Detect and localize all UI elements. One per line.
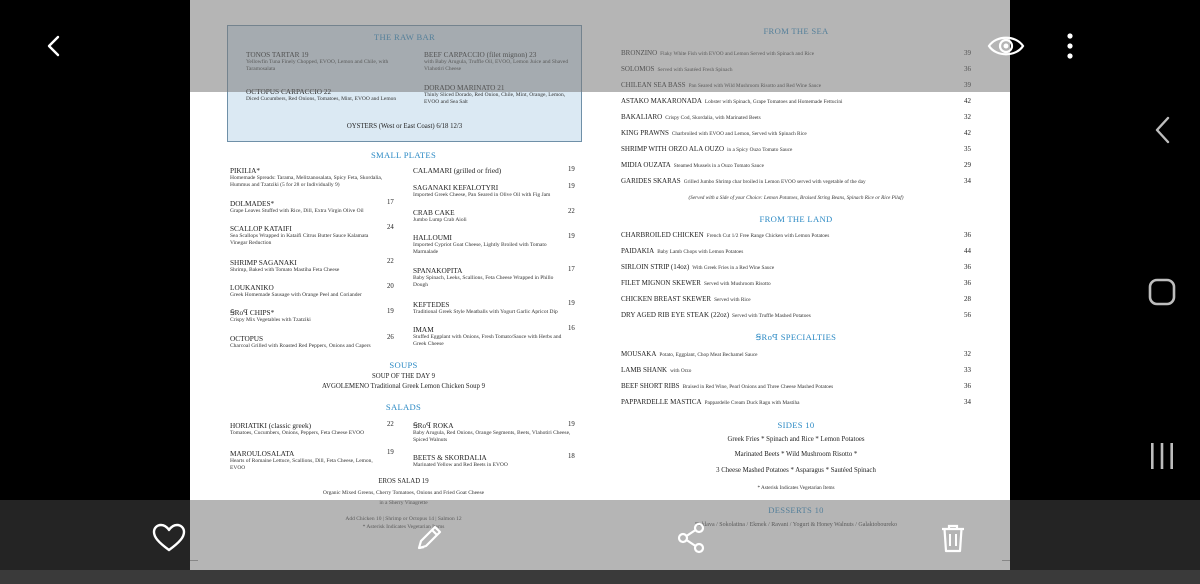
more-vertical-icon	[1066, 33, 1074, 59]
sides-line: Greek Fries * Spinach and Rice * Lemon Potatoes	[727, 436, 865, 443]
nav-back-icon	[1152, 115, 1172, 145]
menu-item-price: 18	[568, 453, 575, 460]
menu-item-price: 19	[568, 166, 575, 173]
sides-line: 3 Cheese Mashed Potatoes * Asparagus * Sautéed Spinach	[716, 467, 876, 474]
favorite-button[interactable]	[148, 518, 190, 558]
soup-line: SOUP OF THE DAY 9	[372, 373, 435, 380]
side-choice-note: (Served with a Side of your Choice: Lemon Potatoes, Braised String Beans, Spinach Rice or Rice Pilaf)	[688, 195, 904, 201]
menu-item-price: 19	[568, 421, 575, 428]
menu-item: PAPPARDELLE MASTICA Pappardelle Cream Duck Ragu with Mastiha 34	[621, 398, 971, 406]
nav-recents-button[interactable]	[1140, 434, 1184, 478]
menu-item: LOUKANIKO Greek Homemade Sausage with Orange Peel and Coriander	[230, 283, 362, 298]
share-icon	[676, 522, 706, 554]
view-button[interactable]	[986, 26, 1026, 66]
oysters-line: OYSTERS (West or East Coast) 6/18 12/3	[346, 123, 463, 130]
menu-item-price: 22	[387, 421, 394, 428]
menu-item: SHRIMP WITH ORZO ALA OUZO in a Spicy Ouzo Tomato Sauce 35	[621, 145, 971, 153]
soups-title: SOUPS	[389, 360, 418, 370]
top-toolbar-overlay	[190, 0, 1010, 92]
menu-item: MOUSAKA Potato, Eggplant, Chop Meat Bechamel Sauce 32	[621, 350, 971, 358]
sides-line: Marinated Beets * Wild Mushroom Risotto *	[734, 451, 858, 458]
menu-item-price: 20	[387, 283, 394, 290]
left-gutter	[0, 0, 190, 584]
menu-item: MAROULOSALATA Hearts of Romaine Lettuce, Scallions, Dill, Feta Cheese, Lemon, EVOO	[230, 449, 373, 471]
menu-item-price: 17	[387, 199, 394, 206]
menu-item: DRY AGED RIB EYE STEAK (22oz) Served with Truffle Mashed Potatoes 56	[621, 311, 971, 319]
menu-item: BAKALIARO Crispy Cod, Skordalia, with Marinated Beets 32	[621, 113, 971, 121]
menu-item: ꞨRoꟼ CHIPS* Crispy Mix Vegetables with Tzatziki	[230, 308, 311, 323]
vegetarian-note: * Asterisk Indicates Vegetarian Items	[757, 485, 835, 491]
share-button[interactable]	[670, 518, 712, 558]
menu-item-price: 26	[387, 334, 394, 341]
menu-item: KING PRAWNS Charbroiled with EVOO and Lemon, Served with Spinach Rice 42	[621, 129, 971, 137]
menu-item: MIDIA OUZATA Steamed Mussels in a Ouzo Tomato Sauce 29	[621, 161, 971, 169]
trash-icon	[939, 522, 967, 554]
menu-item: LAMB SHANK with Orzo 33	[621, 366, 971, 374]
menu-item: CALAMARI (grilled or fried)	[413, 166, 502, 175]
menu-item: BEETS & SKORDALIA Marinated Yellow and Red Beets in EVOO	[413, 453, 508, 468]
menu-item: SCALLOP KATAIFI Sea Scallops Wrapped in Kataifi Citrus Butter Sauce Kalamata Vinegar Reduction	[230, 224, 369, 246]
menu-item: BEEF SHORT RIBS Braised in Red Wine, Pearl Onions and Three Cheese Mashed Potatoes 36	[621, 382, 971, 390]
menu-item: CHICKEN BREAST SKEWER Served with Rice 28	[621, 295, 971, 303]
eros-salad-line: EROS SALAD 19	[378, 478, 429, 485]
menu-item: PAIDAKIA Baby Lamb Chops with Lemon Potatoes 44	[621, 247, 971, 255]
raw-bar-item: Diced Cucumbers, Red Onions, Tomatoes, Mint, EVOO and Lemon	[246, 96, 397, 102]
nav-recents-icon	[1148, 441, 1176, 471]
menu-item-price: 19	[387, 308, 394, 315]
menu-item-price: 17	[568, 266, 575, 273]
menu-item: SIRLOIN STRIP (14oz) With Greek Fries in a Red Wine Sauce 36	[621, 263, 971, 271]
menu-item-price: 24	[387, 224, 394, 231]
menu-item-price: 22	[568, 208, 575, 215]
heart-icon	[152, 523, 186, 553]
menu-item: FILET MIGNON SKEWER Served with Mushroom Risotto 36	[621, 279, 971, 287]
menu-item-price: 16	[568, 325, 575, 332]
menu-item: GARIDES SKARAS Grilled Jumbo Shrimp char broiled in Lemon EVOO served with vegetable of the day 34	[621, 177, 971, 185]
from-the-land-title: FROM THE LAND	[759, 214, 833, 224]
menu-item: CHARBROILED CHICKEN French Cut 1/2 Free Range Chicken with Lemon Potatoes 36	[621, 231, 971, 239]
eros-salad-desc: Organic Mixed Greens, Cherry Tomatoes, Onions and Fried Goat Cheese	[322, 490, 485, 496]
menu-item: ꞨRoꟼ ROKA Baby Arugula, Red Onions, Orange Segments, Beets, Vlahotiri Cheese, Spiced Walnuts	[413, 421, 571, 443]
menu-item: SPANAKOPITA Baby Spinach, Leeks, Scallions, Feta Cheese Wrapped in Phillo Dough	[413, 266, 554, 288]
menu-item-price: 19	[568, 233, 575, 240]
menu-item: SAGANAKI KEFALOTYRI Imported Greek Cheese, Pan Seared in Olive Oil with Fig Jam	[413, 183, 551, 198]
menu-item: DOLMADES* Grape Leaves Stuffed with Rice, Dill, Extra Virgin Olive Oil	[230, 199, 364, 214]
menu-item: OCTOPUS Charcoal Grilled with Roasted Red Peppers, Onions and Capers	[230, 334, 371, 349]
edit-button[interactable]	[408, 518, 450, 558]
nav-home-button[interactable]	[1140, 270, 1184, 314]
nav-home-icon	[1147, 277, 1177, 307]
nav-back-button[interactable]	[1140, 108, 1184, 152]
delete-button[interactable]	[932, 518, 974, 558]
back-arrow-icon	[42, 34, 66, 58]
menu-item-price: 19	[568, 300, 575, 307]
menu-item-price: 22	[387, 258, 394, 265]
menu-item: HORIATIKI (classic greek) Tomatoes, Cucumbers, Onions, Peppers, Feta Cheese EVOO	[230, 421, 365, 436]
raw-bar-item: Thinly Sliced Dorado, Red Onion, Chile, Mint, Orange, Lemon, EVOO and Sea Salt	[424, 92, 566, 105]
sides-title: SIDES 10	[777, 420, 815, 430]
more-options-button[interactable]	[1054, 26, 1086, 66]
back-button[interactable]	[34, 26, 74, 66]
menu-item: PIKILIA* Homemade Spreads: Tarama, Melitzanosalata, Spicy Feta, Skordalia, Hummus and Tzatziki (5 for 28 or Individually 9)	[230, 166, 383, 188]
pencil-icon	[413, 522, 445, 554]
bottom-edge	[0, 570, 1200, 584]
menu-item-price: 19	[387, 449, 394, 456]
specialties-title: ꞨRoꟼ SPECIALTIES	[755, 332, 837, 342]
eye-icon	[987, 33, 1025, 59]
menu-item-price: 19	[568, 183, 575, 190]
menu-item: IMAM Stuffed Eggplant with Onions, Fresh Tomato/Sauce with Herbs and Greek Cheese	[413, 325, 562, 347]
menu-item: ASTAKO MAKARONADA Lobster with Spinach, Grape Tomatoes and Homemade Fettucini 42	[621, 97, 971, 105]
menu-item: HALLOUMI Imported Cypriot Goat Cheese, Lightly Broiled with Tomato Marmalade	[413, 233, 547, 255]
small-plates-title: SMALL PLATES	[370, 150, 437, 160]
salads-title: SALADS	[385, 402, 422, 412]
menu-item: SHRIMP SAGANAKI Shrimp, Baked with Tomato Mastiha Feta Cheese	[230, 258, 340, 273]
menu-item: CRAB CAKE Jumbo Lump Crab Aioli	[413, 208, 467, 223]
menu-item: KEFTEDES Traditional Greek Style Meatballs with Yogurt Garlic Apricot Dip	[413, 300, 558, 315]
soup-line: AVGOLEMENO Traditional Greek Lemon Chicken Soup 9	[322, 383, 485, 390]
